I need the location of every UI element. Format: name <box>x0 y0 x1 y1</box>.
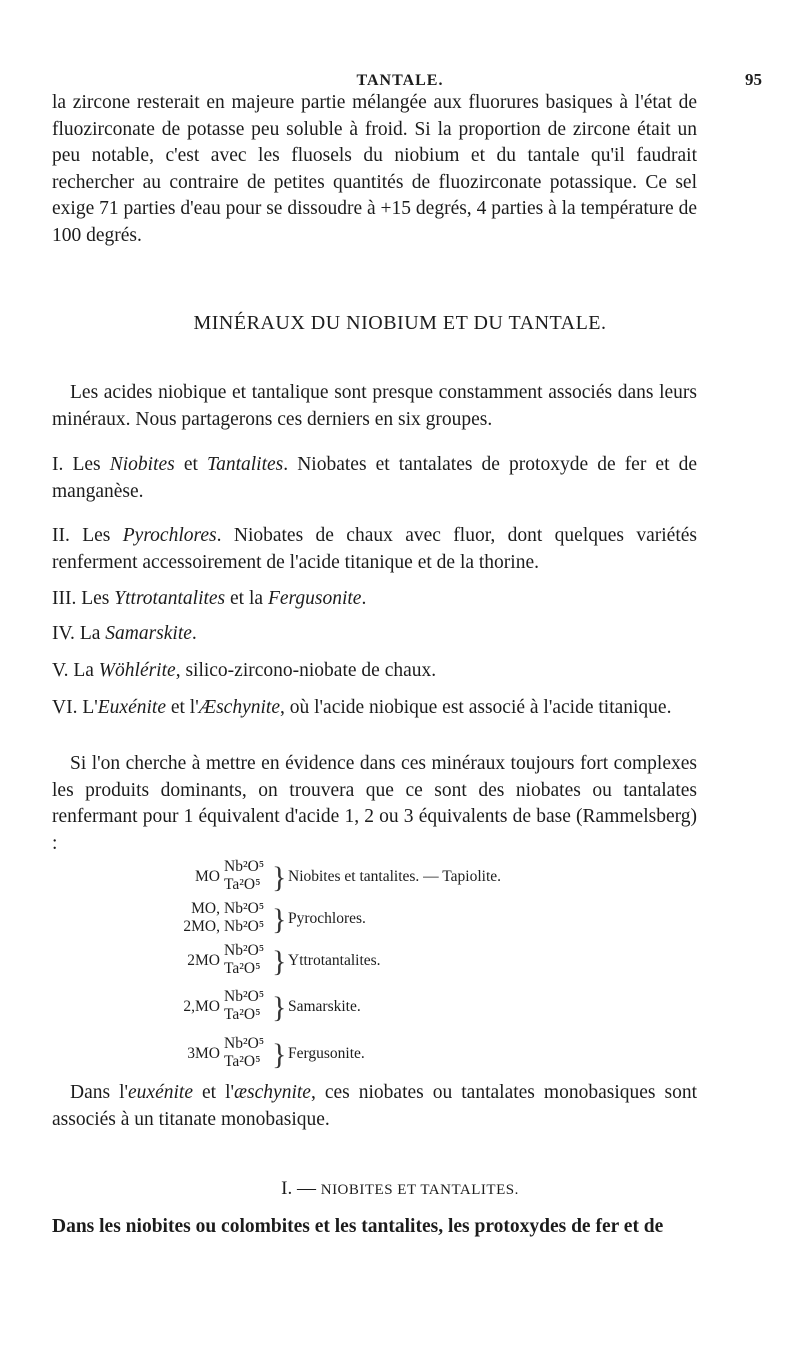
group-item-6: VI. L'Euxénite et l'Æschynite, où l'acide niobique est associé à l'acide titanique. <box>52 697 672 718</box>
formula-mineral-name: Niobites et tantalites. — Tapiolite. <box>288 868 502 885</box>
group-item-4: IV. La Samarskite. <box>52 623 197 644</box>
brace-icon: } <box>272 991 287 1024</box>
brace-icon: } <box>272 1038 287 1071</box>
formula-base: 3MO <box>187 1045 220 1062</box>
formula-base: MO, 2MO, <box>183 900 220 935</box>
formula-mineral-name: Samarskite. <box>288 998 361 1015</box>
paragraph-intro: la zircone resterait en majeure partie mélangée aux fluorures basiques à l'état de fluozirconate de potasse peu soluble à froid. Si la proportion de zircone était un peu notable, c'est avec les fluosels du niobium et du tantale qu'il faudrait rechercher au contraire de petites quantités de fluozirconate potassique. Ce sel exige 71 parties d'eau pour se dissoudre à +15 degrés, 4 parties à la température de 100 degrés. <box>52 92 697 246</box>
formula-base: 2,MO <box>183 998 220 1015</box>
formula-mineral-name: Yttrotantalites. <box>288 952 381 969</box>
brace-icon: } <box>272 861 287 894</box>
formula-acids: Nb²O⁵ Ta²O⁵ <box>224 988 265 1023</box>
formula-acids: Nb²O⁵ Nb²O⁵ <box>224 900 265 935</box>
brace-icon: } <box>272 945 287 978</box>
paragraph-niobites: Dans les niobites ou colombites et les tantalites, les protoxydes de fer et de <box>52 1216 664 1237</box>
formula-base: MO <box>195 868 220 885</box>
sub-heading: I. — NIOBITES ET TANTALITES. <box>281 1178 519 1199</box>
brace-icon: } <box>272 903 287 936</box>
paragraph-rammelsberg: Si l'on cherche à mettre en évidence dans ces minéraux toujours fort complexes les produits dominants, on trouvera que ce sont des niobates ou tantalates renfermant pour 1 équivalent d'acide 1, 2 ou 3 équivalents de base (Rammelsberg) : <box>52 753 697 854</box>
group-item-2: II. Les Pyrochlores. Niobates de chaux avec fluor, dont quelques variétés renferment accessoirement de l'acide titanique et de la thorine. <box>52 525 697 573</box>
page-number: 95 <box>745 70 762 89</box>
formula-base: 2MO <box>187 952 220 969</box>
formula-acids: Nb²O⁵ Ta²O⁵ <box>224 858 265 893</box>
group-item-1: I. Les Niobites et Tantalites. Niobates et tantalates de protoxyde de fer et de manganèse. <box>52 454 698 502</box>
formula-mineral-name: Pyrochlores. <box>288 910 366 927</box>
formula-acids: Nb²O⁵ Ta²O⁵ <box>224 1035 265 1070</box>
paragraph-groups-intro: Les acides niobique et tantalique sont presque constamment associés dans leurs minéraux. Nous partagerons ces derniers en six groupes. <box>52 382 697 430</box>
formula-mineral-name: Fergusonite. <box>288 1045 365 1062</box>
section-heading: MINÉRAUX DU NIOBIUM ET DU TANTALE. <box>193 312 607 334</box>
formula-acids: Nb²O⁵ Ta²O⁵ <box>224 942 265 977</box>
group-item-5: V. La Wöhlérite, silico-zircono-niobate de chaux. <box>52 660 437 681</box>
group-item-3: III. Les Yttrotantalites et la Fergusonite. <box>52 588 367 609</box>
paragraph-euxenite: Dans l'euxénite et l'æschynite, ces niobates ou tantalates monobasiques sont associés à un titanate monobasique. <box>52 1082 698 1130</box>
running-title: TANTALE. <box>356 72 444 89</box>
